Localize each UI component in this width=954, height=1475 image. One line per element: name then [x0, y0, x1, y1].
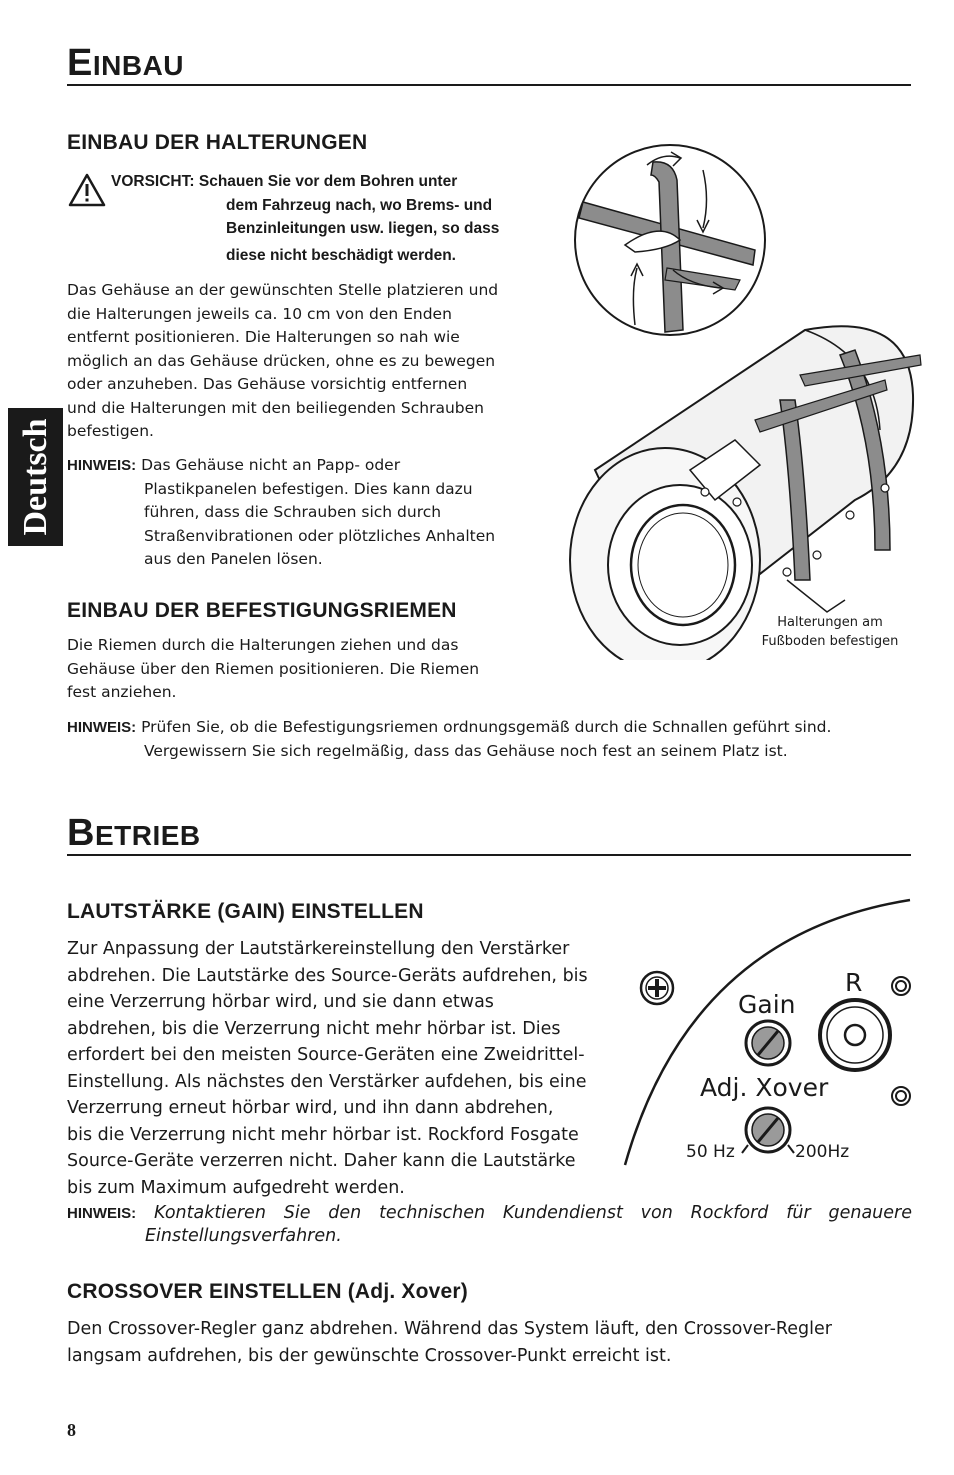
- subheading-gain: LAUTSTÄRKE (GAIN) EINSTELLEN: [67, 900, 424, 923]
- subheading-befestigungsriemen: EINBAU DER BEFESTIGUNGSRIEMEN: [67, 599, 457, 622]
- text-line: bis zum Maximum aufgedreht werden.: [67, 1177, 405, 1198]
- text-line: Einstellung. Als nächstes den Verstärker aufdehen, bis eine: [67, 1071, 587, 1092]
- text-line: Prüfen Sie, ob die Befestigungsriemen ordnungsgemäß durch die Schnallen geführt sind.: [141, 718, 832, 736]
- paragraph-befestigungsriemen: [67, 634, 547, 705]
- text-line: Source-Geräte verzerren nicht. Daher kann die Lautstärke: [67, 1151, 576, 1171]
- warning-line: diese nicht beschädigt werden.: [226, 246, 456, 264]
- text-line: Den Crossover-Regler ganz abdrehen. Während das System läuft, den Crossover-Regler: [67, 1319, 832, 1339]
- language-tab: [8, 408, 63, 546]
- paragraph-halterungen: [67, 279, 547, 444]
- text-line: erfordert bei den meisten Source-Geräten eine Zweidrittel-: [67, 1045, 585, 1065]
- text-line: Vergewissern Sie sich regelmäßig, dass das Gehäuse noch fest an seinem Platz ist.: [144, 741, 788, 760]
- text-line: Kontaktieren Sie den technischen Kundendienst von Rockford für genauere: [154, 1203, 912, 1223]
- enclosure-strap-illustration: [555, 140, 925, 660]
- paragraph-crossover: [67, 1316, 912, 1369]
- section-title-initial: B: [67, 812, 95, 854]
- caption-line: Fußboden befestigen: [761, 634, 899, 649]
- figure-caption: [745, 613, 915, 651]
- section-title-einbau: [67, 42, 184, 85]
- text-line: Verzerrung erneut hörbar wird, und ihn dann abdrehen,: [67, 1098, 554, 1118]
- text-line: Die Riemen durch die Halterungen ziehen und das: [67, 636, 459, 654]
- text-line: bis die Verzerrung nicht mehr hörbar ist. Rockford Fosgate: [67, 1124, 579, 1145]
- text-line: Gehäuse über den Riemen positionieren. Die Riemen: [67, 659, 480, 678]
- warning-line: Benzinleitungen usw. liegen, so dass: [226, 220, 500, 237]
- xover-high-label: 200Hz: [795, 1142, 850, 1162]
- note-label: HINWEIS:: [67, 457, 137, 474]
- text-line: oder anzuheben. Das Gehäuse vorsichtig entfernen: [67, 375, 468, 393]
- language-tab-label: Deutsch: [16, 418, 54, 536]
- section-rule: [67, 854, 911, 856]
- text-line: Straßenvibrationen oder plötzliches Anhalten: [144, 526, 496, 545]
- subheading-crossover: CROSSOVER EINSTELLEN (Adj. Xover): [67, 1280, 468, 1303]
- note-halterungen: [67, 454, 547, 572]
- caption-line: Halterungen am: [777, 615, 883, 630]
- text-line: fest anziehen.: [67, 683, 177, 701]
- section-title-betrieb: [67, 812, 201, 855]
- r-label: R: [845, 968, 863, 997]
- warning-icon: [67, 172, 107, 208]
- xover-low-label: 50 Hz: [686, 1142, 735, 1162]
- text-line: abdrehen, bis die Verzerrung nicht mehr hörbar ist. Dies: [67, 1018, 561, 1039]
- text-line: abdrehen. Die Lautstärke des Source-Geräts aufdrehen, bis: [67, 965, 588, 986]
- text-line: Zur Anpassung der Lautstärkereinstellung den Verstärker: [67, 939, 570, 959]
- text-line: Das Gehäuse nicht an Papp- oder: [141, 456, 401, 474]
- section-title-rest: ETRIEB: [94, 820, 201, 851]
- text-line: die Halterungen jeweils ca. 10 cm von den Enden: [67, 304, 452, 323]
- warning-line: Schauen Sie vor dem Bohren unter: [198, 173, 458, 190]
- note-befestigungsriemen: [67, 716, 917, 763]
- text-line: Einstellungsverfahren.: [145, 1226, 342, 1246]
- text-line: führen, dass die Schrauben sich durch: [144, 503, 442, 521]
- gain-label: Gain: [738, 990, 796, 1019]
- amplifier-panel-illustration: [620, 895, 920, 1175]
- text-line: befestigen.: [67, 422, 154, 440]
- text-line: Plastikpanelen befestigen. Dies kann dazu: [144, 479, 473, 498]
- note-label: HINWEIS:: [67, 719, 137, 736]
- warning-line: dem Fahrzeug nach, wo Brems- und: [226, 196, 493, 214]
- section-rule: [67, 84, 911, 86]
- text-line: entfernt positionieren. Die Halterungen so nah wie: [67, 328, 460, 346]
- text-line: Das Gehäuse an der gewünschten Stelle platzieren und: [67, 281, 499, 299]
- paragraph-gain: [67, 936, 627, 1201]
- text-line: aus den Panelen lösen.: [144, 550, 323, 568]
- text-line: eine Verzerrung hörbar wird, und sie dann etwas: [67, 992, 494, 1012]
- note-gain: [67, 1202, 912, 1248]
- text-line: und die Halterungen mit den beiliegenden Schrauben: [67, 398, 485, 417]
- xover-label: Adj. Xover: [700, 1073, 829, 1102]
- warning-label: VORSICHT:: [111, 173, 195, 190]
- text-line: möglich an das Gehäuse drücken, ohne es zu bewegen: [67, 351, 496, 370]
- section-title-initial: E: [67, 42, 93, 84]
- page-number: 8: [67, 1420, 76, 1440]
- section-title-rest: INBAU: [92, 50, 185, 81]
- note-label: HINWEIS:: [67, 1205, 137, 1222]
- warning-text: [111, 170, 499, 267]
- subheading-halterungen: EINBAU DER HALTERUNGEN: [67, 131, 368, 154]
- text-line: langsam aufdrehen, bis der gewünschte Crossover-Punkt erreicht ist.: [67, 1345, 672, 1366]
